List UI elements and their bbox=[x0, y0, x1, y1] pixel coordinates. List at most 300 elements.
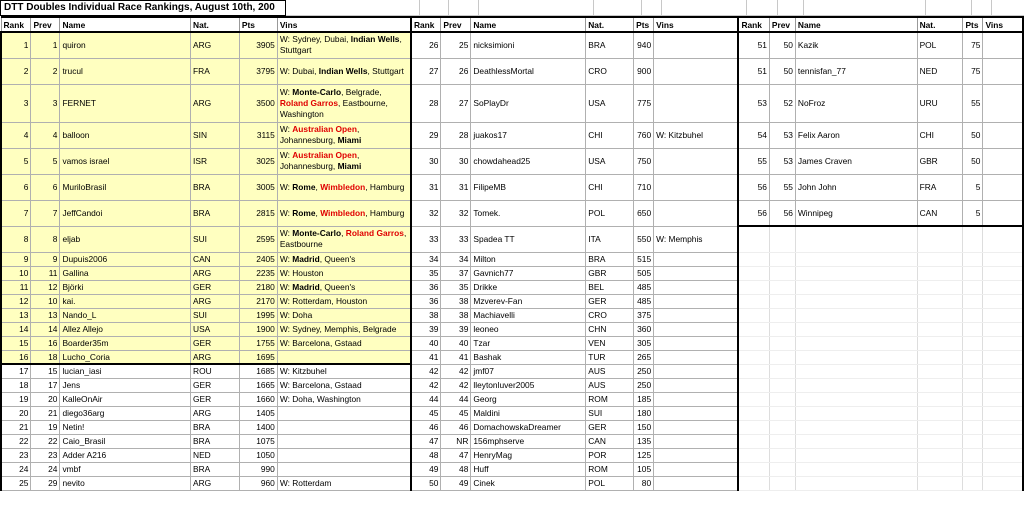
empty-cell bbox=[795, 322, 917, 336]
left-nat-cell: BRA bbox=[191, 462, 240, 476]
left-nat-cell: GER bbox=[191, 336, 240, 350]
vins-segment: W: Doha, Washington bbox=[279, 393, 361, 404]
left-rank-cell: 7 bbox=[1, 200, 31, 226]
empty-cell bbox=[917, 336, 963, 350]
middle-prev-cell: 42 bbox=[441, 378, 471, 392]
empty-cell bbox=[769, 476, 795, 490]
left-rank-cell: 3 bbox=[1, 84, 31, 122]
empty-cell bbox=[738, 266, 769, 280]
middle-name-cell: Drikke bbox=[471, 280, 586, 294]
left-vins-cell bbox=[277, 148, 411, 174]
left-pts-cell: 3905 bbox=[239, 32, 277, 58]
empty-cell bbox=[963, 476, 983, 490]
empty-cell bbox=[963, 364, 983, 378]
empty-cell bbox=[917, 420, 963, 434]
middle-pts-cell: 105 bbox=[634, 462, 654, 476]
vins-segment: W: Rotterdam, Houston bbox=[279, 295, 368, 306]
left-prev-cell: 17 bbox=[31, 378, 60, 392]
left-vins-cell bbox=[277, 84, 411, 122]
left-pts-cell: 1900 bbox=[239, 322, 277, 336]
right-name-cell: NoFroz bbox=[795, 84, 917, 122]
left-vins-cell bbox=[277, 174, 411, 200]
middle-prev-cell: 45 bbox=[441, 406, 471, 420]
left-prev-cell: 14 bbox=[31, 322, 60, 336]
empty-cell bbox=[917, 322, 963, 336]
right-rank-cell: 54 bbox=[738, 122, 769, 148]
middle-vins-cell: W: Kitzbuhel bbox=[654, 122, 739, 148]
middle-nat-cell: GBR bbox=[586, 266, 634, 280]
middle-vins-cell bbox=[654, 322, 739, 336]
left-pts-cell: 1685 bbox=[239, 364, 277, 378]
right-name-cell: Felix Aaron bbox=[795, 122, 917, 148]
vins-segment: Monte-Carlo bbox=[292, 228, 342, 238]
middle-name-cell: Bashak bbox=[471, 350, 586, 364]
middle-vins-cell bbox=[654, 392, 739, 406]
table-row bbox=[1, 406, 1023, 420]
empty-cell bbox=[769, 336, 795, 350]
middle-name-cell: Tomek. bbox=[471, 200, 586, 226]
empty-cell bbox=[769, 434, 795, 448]
middle-nat-cell: GER bbox=[586, 294, 634, 308]
right-vins-cell bbox=[983, 32, 1023, 58]
middle-vins-cell bbox=[654, 420, 739, 434]
middle-rank-cell: 35 bbox=[411, 266, 441, 280]
header-rank: Rank bbox=[411, 17, 441, 32]
empty-cell bbox=[795, 226, 917, 252]
middle-pts-cell: 485 bbox=[634, 294, 654, 308]
middle-vins-cell: W: Memphis bbox=[654, 226, 739, 252]
header-prev: Prev bbox=[769, 17, 795, 32]
empty-cell bbox=[769, 406, 795, 420]
middle-pts-cell: 505 bbox=[634, 266, 654, 280]
empty-cell bbox=[795, 392, 917, 406]
middle-vins-cell bbox=[654, 84, 739, 122]
middle-name-cell: jmf07 bbox=[471, 364, 586, 378]
left-pts-cell: 3025 bbox=[239, 148, 277, 174]
vins-segment: W: bbox=[279, 124, 293, 134]
empty-cell bbox=[917, 364, 963, 378]
empty-cell bbox=[917, 280, 963, 294]
table-row bbox=[1, 122, 1023, 148]
header-name: Name bbox=[471, 17, 586, 32]
middle-name-cell: 156mphserve bbox=[471, 434, 586, 448]
right-vins-cell bbox=[983, 84, 1023, 122]
middle-name-cell: juakos17 bbox=[471, 122, 586, 148]
left-nat-cell: BRA bbox=[191, 434, 240, 448]
left-rank-cell: 21 bbox=[1, 420, 31, 434]
left-rank-cell: 19 bbox=[1, 392, 31, 406]
left-rank-cell: 10 bbox=[1, 266, 31, 280]
left-rank-cell: 22 bbox=[1, 434, 31, 448]
left-nat-cell: GER bbox=[191, 378, 240, 392]
empty-cell bbox=[983, 448, 1023, 462]
middle-vins-cell bbox=[654, 434, 739, 448]
middle-rank-cell: 36 bbox=[411, 294, 441, 308]
left-name-cell: JeffCandoi bbox=[60, 200, 191, 226]
left-pts-cell: 2595 bbox=[239, 226, 277, 252]
left-pts-cell: 1050 bbox=[239, 448, 277, 462]
table-row bbox=[1, 84, 1023, 122]
empty-cell bbox=[917, 252, 963, 266]
middle-pts-cell: 305 bbox=[634, 336, 654, 350]
vins-segment: , Stuttgart bbox=[279, 34, 402, 56]
vins-segment: , Queen's bbox=[319, 253, 356, 264]
middle-vins-cell bbox=[654, 252, 739, 266]
right-rank-cell: 51 bbox=[738, 32, 769, 58]
empty-cell bbox=[983, 420, 1023, 434]
empty-cell bbox=[795, 252, 917, 266]
middle-nat-cell: ROM bbox=[586, 392, 634, 406]
middle-nat-cell: USA bbox=[586, 148, 634, 174]
empty-cell bbox=[769, 364, 795, 378]
table-row bbox=[1, 434, 1023, 448]
middle-vins-cell bbox=[654, 448, 739, 462]
empty-cell bbox=[963, 226, 983, 252]
vins-segment: , Belgrade, bbox=[341, 86, 382, 97]
right-prev-cell: 50 bbox=[769, 58, 795, 84]
vins-segment: Wimbledon bbox=[320, 181, 366, 192]
empty-cell bbox=[769, 322, 795, 336]
right-prev-cell: 52 bbox=[769, 84, 795, 122]
empty-cell bbox=[983, 378, 1023, 392]
middle-vins-cell bbox=[654, 294, 739, 308]
header-name: Name bbox=[795, 17, 917, 32]
middle-rank-cell: 50 bbox=[411, 476, 441, 490]
left-prev-cell: 22 bbox=[31, 434, 60, 448]
middle-pts-cell: 250 bbox=[634, 378, 654, 392]
empty-cell bbox=[983, 406, 1023, 420]
middle-prev-cell: 33 bbox=[441, 226, 471, 252]
middle-nat-cell: CAN bbox=[586, 434, 634, 448]
middle-pts-cell: 150 bbox=[634, 420, 654, 434]
left-vins-cell bbox=[277, 32, 411, 58]
empty-cell bbox=[963, 322, 983, 336]
vins-segment: W: Rotterdam bbox=[279, 477, 332, 488]
table-row bbox=[1, 174, 1023, 200]
right-name-cell: tennisfan_77 bbox=[795, 58, 917, 84]
empty-cell bbox=[983, 392, 1023, 406]
left-name-cell: kai. bbox=[60, 294, 191, 308]
right-vins-cell bbox=[983, 200, 1023, 226]
middle-prev-cell: 46 bbox=[441, 420, 471, 434]
right-nat-cell: CHI bbox=[917, 122, 963, 148]
vins-segment: W: bbox=[279, 181, 293, 192]
left-vins-cell bbox=[277, 58, 411, 84]
empty-cell bbox=[795, 266, 917, 280]
middle-vins-cell bbox=[654, 308, 739, 322]
right-pts-cell: 75 bbox=[963, 58, 983, 84]
middle-rank-cell: 27 bbox=[411, 58, 441, 84]
empty-cell bbox=[983, 308, 1023, 322]
left-pts-cell: 2180 bbox=[239, 280, 277, 294]
vins-segment: , Stuttgart bbox=[367, 65, 404, 76]
middle-nat-cell: POL bbox=[586, 476, 634, 490]
middle-pts-cell: 750 bbox=[634, 148, 654, 174]
middle-pts-cell: 135 bbox=[634, 434, 654, 448]
left-vins-cell bbox=[277, 122, 411, 148]
empty-cell bbox=[983, 294, 1023, 308]
middle-vins-cell bbox=[654, 350, 739, 364]
empty-cell bbox=[983, 476, 1023, 490]
middle-pts-cell: 940 bbox=[634, 32, 654, 58]
table-row bbox=[1, 448, 1023, 462]
middle-name-cell: Machiavelli bbox=[471, 308, 586, 322]
header-nat: Nat. bbox=[191, 17, 240, 32]
empty-cell bbox=[795, 434, 917, 448]
left-nat-cell: ARG bbox=[191, 84, 240, 122]
vins-segment: W: Sydney, Dubai, bbox=[279, 34, 351, 45]
left-prev-cell: 3 bbox=[31, 84, 60, 122]
middle-name-cell: Gavnich77 bbox=[471, 266, 586, 280]
left-pts-cell: 1660 bbox=[239, 392, 277, 406]
header-nat: Nat. bbox=[917, 17, 963, 32]
empty-cell bbox=[769, 378, 795, 392]
empty-cell bbox=[738, 406, 769, 420]
middle-prev-cell: NR bbox=[441, 434, 471, 448]
vins-segment: , Eastbourne, Washington bbox=[279, 97, 388, 119]
middle-pts-cell: 80 bbox=[634, 476, 654, 490]
middle-prev-cell: 49 bbox=[441, 476, 471, 490]
empty-cell bbox=[738, 322, 769, 336]
empty-cell bbox=[795, 294, 917, 308]
middle-name-cell: Cinek bbox=[471, 476, 586, 490]
middle-nat-cell: AUS bbox=[586, 378, 634, 392]
left-vins-cell bbox=[277, 294, 411, 308]
rankings-table bbox=[0, 16, 1024, 491]
empty-cell bbox=[738, 280, 769, 294]
vins-segment: , bbox=[315, 181, 321, 192]
empty-cell bbox=[917, 308, 963, 322]
vins-segment: W: bbox=[279, 281, 293, 292]
table-row bbox=[1, 364, 1023, 378]
left-prev-cell: 21 bbox=[31, 406, 60, 420]
left-pts-cell: 1405 bbox=[239, 406, 277, 420]
empty-cell bbox=[738, 308, 769, 322]
left-prev-cell: 1 bbox=[31, 32, 60, 58]
left-nat-cell: ARG bbox=[191, 476, 240, 490]
middle-rank-cell: 29 bbox=[411, 122, 441, 148]
right-pts-cell: 75 bbox=[963, 32, 983, 58]
empty-cell bbox=[738, 378, 769, 392]
middle-nat-cell: CHI bbox=[586, 122, 634, 148]
left-name-cell: Nando_L bbox=[60, 308, 191, 322]
right-vins-cell bbox=[983, 122, 1023, 148]
middle-rank-cell: 45 bbox=[411, 406, 441, 420]
vins-segment: W: Sydney, Memphis, Belgrade bbox=[279, 323, 397, 334]
middle-rank-cell: 42 bbox=[411, 378, 441, 392]
left-name-cell: Adder A216 bbox=[60, 448, 191, 462]
left-prev-cell: 11 bbox=[31, 266, 60, 280]
empty-cell bbox=[795, 420, 917, 434]
middle-prev-cell: 25 bbox=[441, 32, 471, 58]
vins-segment: Roland Garros bbox=[279, 97, 338, 108]
right-prev-cell: 50 bbox=[769, 32, 795, 58]
middle-name-cell: Huff bbox=[471, 462, 586, 476]
left-nat-cell: ROU bbox=[191, 364, 240, 378]
left-vins-cell bbox=[277, 350, 411, 364]
left-prev-cell: 29 bbox=[31, 476, 60, 490]
middle-vins-cell bbox=[654, 280, 739, 294]
left-pts-cell: 990 bbox=[239, 462, 277, 476]
left-rank-cell: 12 bbox=[1, 294, 31, 308]
middle-nat-cell: ROM bbox=[586, 462, 634, 476]
middle-pts-cell: 125 bbox=[634, 448, 654, 462]
empty-cell bbox=[917, 406, 963, 420]
left-prev-cell: 13 bbox=[31, 308, 60, 322]
empty-cell bbox=[963, 350, 983, 364]
empty-cell bbox=[769, 392, 795, 406]
empty-cell bbox=[963, 406, 983, 420]
left-prev-cell: 10 bbox=[31, 294, 60, 308]
left-vins-cell bbox=[277, 476, 411, 490]
middle-name-cell: Georg bbox=[471, 392, 586, 406]
left-nat-cell: ARG bbox=[191, 406, 240, 420]
left-pts-cell: 1995 bbox=[239, 308, 277, 322]
middle-nat-cell: AUS bbox=[586, 364, 634, 378]
empty-cell bbox=[917, 476, 963, 490]
empty-cell bbox=[983, 350, 1023, 364]
left-name-cell: Jens bbox=[60, 378, 191, 392]
middle-pts-cell: 360 bbox=[634, 322, 654, 336]
middle-name-cell: SoPlayDr bbox=[471, 84, 586, 122]
left-rank-cell: 15 bbox=[1, 336, 31, 350]
left-prev-cell: 20 bbox=[31, 392, 60, 406]
left-name-cell: KalleOnAir bbox=[60, 392, 191, 406]
middle-vins-cell bbox=[654, 148, 739, 174]
header-rank: Rank bbox=[738, 17, 769, 32]
middle-vins-cell bbox=[654, 32, 739, 58]
left-nat-cell: SUI bbox=[191, 226, 240, 252]
left-name-cell: balloon bbox=[60, 122, 191, 148]
left-prev-cell: 12 bbox=[31, 280, 60, 294]
empty-cell bbox=[963, 434, 983, 448]
empty-cell bbox=[963, 280, 983, 294]
middle-rank-cell: 33 bbox=[411, 226, 441, 252]
empty-cell bbox=[795, 280, 917, 294]
left-prev-cell: 9 bbox=[31, 252, 60, 266]
empty-cell bbox=[983, 434, 1023, 448]
left-prev-cell: 15 bbox=[31, 364, 60, 378]
empty-cell bbox=[963, 462, 983, 476]
empty-cell bbox=[738, 252, 769, 266]
left-nat-cell: GER bbox=[191, 392, 240, 406]
vins-segment: Miami bbox=[337, 135, 362, 145]
middle-nat-cell: POR bbox=[586, 448, 634, 462]
header-prev: Prev bbox=[31, 17, 60, 32]
middle-vins-cell bbox=[654, 406, 739, 420]
middle-rank-cell: 36 bbox=[411, 280, 441, 294]
vins-segment: , Hamburg bbox=[365, 181, 405, 192]
vins-segment: , bbox=[315, 207, 321, 218]
right-pts-cell: 55 bbox=[963, 84, 983, 122]
empty-cell bbox=[983, 266, 1023, 280]
empty-cell bbox=[795, 308, 917, 322]
empty-cell bbox=[917, 462, 963, 476]
empty-cell bbox=[917, 350, 963, 364]
left-name-cell: FERNET bbox=[60, 84, 191, 122]
vins-segment: Australian Open bbox=[292, 150, 357, 160]
vins-segment: , bbox=[341, 228, 346, 238]
left-pts-cell: 3115 bbox=[239, 122, 277, 148]
middle-vins-cell bbox=[654, 200, 739, 226]
header-pts: Pts bbox=[634, 17, 654, 32]
left-nat-cell: CAN bbox=[191, 252, 240, 266]
left-prev-cell: 7 bbox=[31, 200, 60, 226]
left-nat-cell: SUI bbox=[191, 308, 240, 322]
table-row bbox=[1, 392, 1023, 406]
empty-cell bbox=[963, 266, 983, 280]
left-vins-cell bbox=[277, 266, 411, 280]
empty-cell bbox=[963, 448, 983, 462]
left-rank-cell: 11 bbox=[1, 280, 31, 294]
middle-pts-cell: 775 bbox=[634, 84, 654, 122]
vins-segment: Rome bbox=[292, 181, 316, 192]
vins-segment: Madrid bbox=[292, 253, 320, 264]
right-rank-cell: 56 bbox=[738, 174, 769, 200]
table-row bbox=[1, 476, 1023, 490]
right-name-cell: Winnipeg bbox=[795, 200, 917, 226]
empty-cell bbox=[795, 350, 917, 364]
vins-segment: Madrid bbox=[292, 281, 320, 292]
middle-name-cell: Spadea TT bbox=[471, 226, 586, 252]
left-prev-cell: 8 bbox=[31, 226, 60, 252]
middle-nat-cell: CRO bbox=[586, 58, 634, 84]
middle-rank-cell: 39 bbox=[411, 322, 441, 336]
right-nat-cell: GBR bbox=[917, 148, 963, 174]
middle-vins-cell bbox=[654, 378, 739, 392]
left-nat-cell: ARG bbox=[191, 294, 240, 308]
vins-segment: , Johannesburg, bbox=[279, 150, 360, 171]
middle-nat-cell: BRA bbox=[586, 32, 634, 58]
empty-cell bbox=[795, 378, 917, 392]
left-vins-cell bbox=[277, 406, 411, 420]
empty-cell bbox=[917, 294, 963, 308]
left-pts-cell: 1695 bbox=[239, 350, 277, 364]
vins-segment: Indian Wells bbox=[318, 65, 368, 76]
middle-name-cell: nicksimioni bbox=[471, 32, 586, 58]
left-name-cell: vmbf bbox=[60, 462, 191, 476]
empty-cell bbox=[963, 336, 983, 350]
left-nat-cell: FRA bbox=[191, 58, 240, 84]
left-rank-cell: 20 bbox=[1, 406, 31, 420]
right-nat-cell: POL bbox=[917, 32, 963, 58]
vins-segment: Rome bbox=[292, 207, 316, 218]
empty-cell bbox=[983, 322, 1023, 336]
vins-segment: Wimbledon bbox=[320, 207, 366, 218]
right-vins-cell bbox=[983, 148, 1023, 174]
middle-rank-cell: 34 bbox=[411, 252, 441, 266]
left-prev-cell: 2 bbox=[31, 58, 60, 84]
middle-nat-cell: VEN bbox=[586, 336, 634, 350]
left-pts-cell: 3795 bbox=[239, 58, 277, 84]
empty-cell bbox=[795, 476, 917, 490]
left-name-cell: quiron bbox=[60, 32, 191, 58]
middle-pts-cell: 485 bbox=[634, 280, 654, 294]
left-vins-cell bbox=[277, 462, 411, 476]
header-pts: Pts bbox=[963, 17, 983, 32]
left-vins-cell bbox=[277, 308, 411, 322]
left-name-cell: trucul bbox=[60, 58, 191, 84]
empty-cell bbox=[983, 364, 1023, 378]
middle-prev-cell: 30 bbox=[441, 148, 471, 174]
left-name-cell: vamos israel bbox=[60, 148, 191, 174]
right-nat-cell: URU bbox=[917, 84, 963, 122]
vins-segment: W: Barcelona, Gstaad bbox=[279, 337, 362, 348]
table-row bbox=[1, 200, 1023, 226]
left-vins-cell bbox=[277, 200, 411, 226]
left-name-cell: eljab bbox=[60, 226, 191, 252]
middle-name-cell: leoneo bbox=[471, 322, 586, 336]
